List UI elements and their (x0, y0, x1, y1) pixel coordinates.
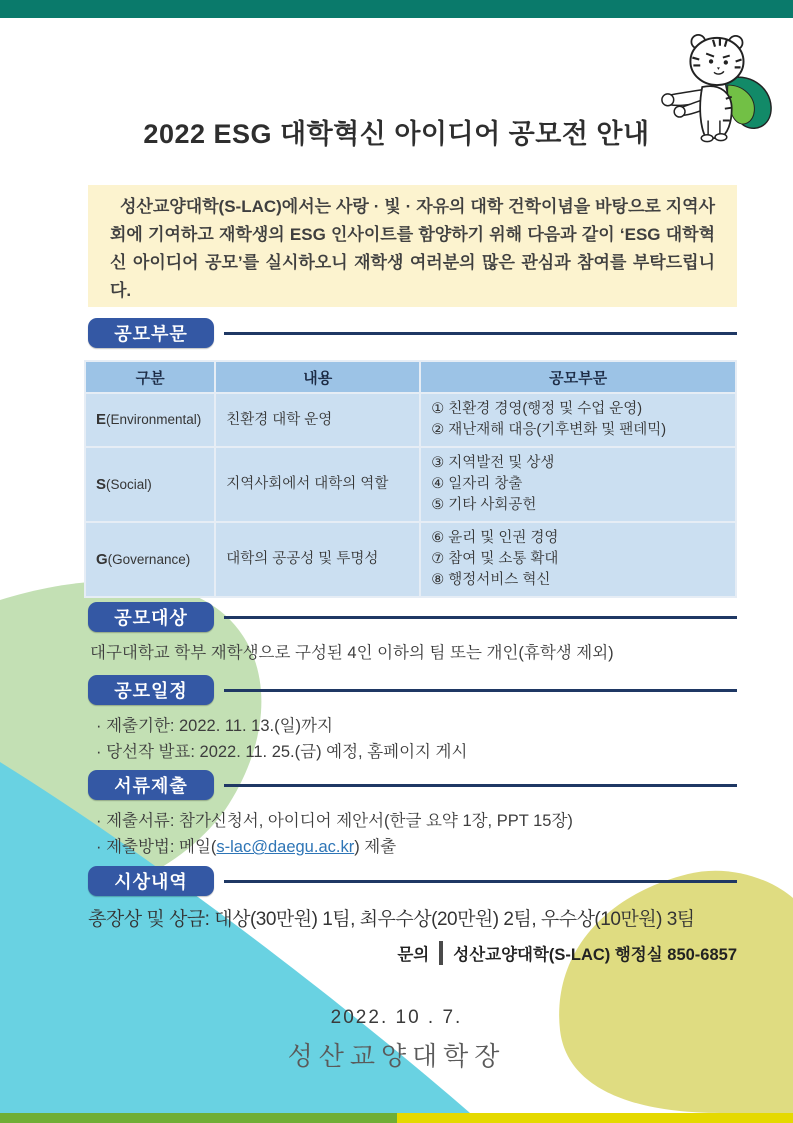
item-line: ① 친환경 경영(행정 및 수업 운영) (431, 401, 643, 417)
item-line: ⑤ 기타 사회공헌 (431, 497, 537, 513)
contact-divider (439, 941, 443, 965)
category-word: (Governance) (107, 551, 191, 567)
item-line: ⑧ 행정서비스 혁신 (431, 572, 551, 588)
cell-category (85, 393, 215, 447)
section-header-category (88, 318, 737, 348)
section-header-submission (88, 770, 737, 800)
section-header-schedule (88, 675, 737, 705)
section-pill-category: 공모부문 (88, 318, 214, 348)
submission-item (96, 834, 738, 860)
award-line: 총장상 및 상금: 대상(30만원) 1팀, 최우수상(20만원) 2팀, 우수상(10만원) 3팀 (88, 909, 695, 930)
submission-item: · 제출서류: 참가신청서, 아이디어 제안서(한글 요약 1장, PPT 15장) (96, 812, 573, 830)
section-header-target (88, 602, 737, 632)
section-line (224, 880, 737, 883)
email-link[interactable]: s-lac@daegu.ac.kr (216, 838, 355, 856)
table-header-row (85, 361, 736, 393)
category-letter: G (96, 550, 108, 568)
intro-box: 성산교양대학(S-LAC)에서는 사랑 · 빛 · 자유의 대학 건학이념을 바탕으로 지역사회에 기여하고 재학생의 ESG 인사이트를 함양하기 위해 다음과 같이 ‘ESG 대학혁신 아이디어 공모’를 실시하오니 재학생 여러분의 많은 관심과 참여를 부탁드립니다. (88, 185, 737, 307)
section-line (224, 689, 737, 692)
table-row (85, 447, 736, 522)
category-letter: S (96, 475, 107, 493)
cell-content: 대학의 공공성 및 투명성 (215, 522, 420, 597)
item-line: ③ 지역발전 및 상생 (431, 455, 555, 471)
category-table (84, 360, 737, 598)
page-title: 2022 ESG 대학혁신 아이디어 공모전 안내 (143, 119, 650, 149)
cell-items (420, 393, 736, 447)
cell-content: 지역사회에서 대학의 역할 (215, 447, 420, 522)
item-line: ② 재난재해 대응(기후변화 및 팬데믹) (431, 422, 667, 438)
section-pill-target: 공모대상 (88, 602, 214, 632)
section-line (224, 784, 737, 787)
cell-content: 친환경 대학 운영 (215, 393, 420, 447)
cell-category (85, 447, 215, 522)
section-pill-awards: 시상내역 (88, 866, 214, 896)
item-line: ⑥ 윤리 및 인권 경영 (431, 530, 559, 546)
schedule-list (96, 713, 738, 765)
contact-value: 성산교양대학(S-LAC) 행정실 850-6857 (453, 946, 737, 964)
section-pill-submission: 서류제출 (88, 770, 214, 800)
bottom-accent-bar-yellow (397, 1113, 793, 1123)
section-pill-schedule: 공모일정 (88, 675, 214, 705)
submission-method-post: ) 제출 (354, 838, 397, 856)
schedule-item: · 당선작 발표: 2022. 11. 25.(금) 예정, 홈페이지 게시 (96, 743, 468, 761)
submission-method-pre: · 제출방법: 메일( (96, 838, 217, 856)
bottom-accent-bar-green (0, 1113, 397, 1123)
section-line (224, 616, 737, 619)
cell-category (85, 522, 215, 597)
contact-line (88, 941, 737, 965)
category-word: (Social) (106, 476, 152, 492)
item-line: ④ 일자리 창출 (431, 476, 523, 492)
signature-line: 성산교양대학장 (287, 1041, 506, 1071)
table-row (85, 522, 736, 597)
section-header-awards (88, 866, 737, 896)
col-header-items: 공모부문 (420, 361, 736, 393)
col-header-category: 구분 (85, 361, 215, 393)
item-line: ⑦ 참여 및 소통 확대 (431, 551, 559, 567)
section-line (224, 332, 737, 335)
date-line: 2022. 10 . 7. (330, 1007, 463, 1028)
category-word: (Environmental) (106, 412, 202, 427)
cell-items (420, 447, 736, 522)
contact-label: 문의 (397, 946, 430, 964)
cell-items (420, 522, 736, 597)
submission-list (96, 808, 738, 860)
col-header-content: 내용 (215, 361, 420, 393)
target-body: 대구대학교 학부 재학생으로 구성된 4인 이하의 팀 또는 개인(휴학생 제외) (90, 644, 614, 662)
schedule-item: · 제출기한: 2022. 11. 13.(일)까지 (96, 717, 333, 735)
table-row (85, 393, 736, 447)
category-letter: E (96, 411, 107, 428)
